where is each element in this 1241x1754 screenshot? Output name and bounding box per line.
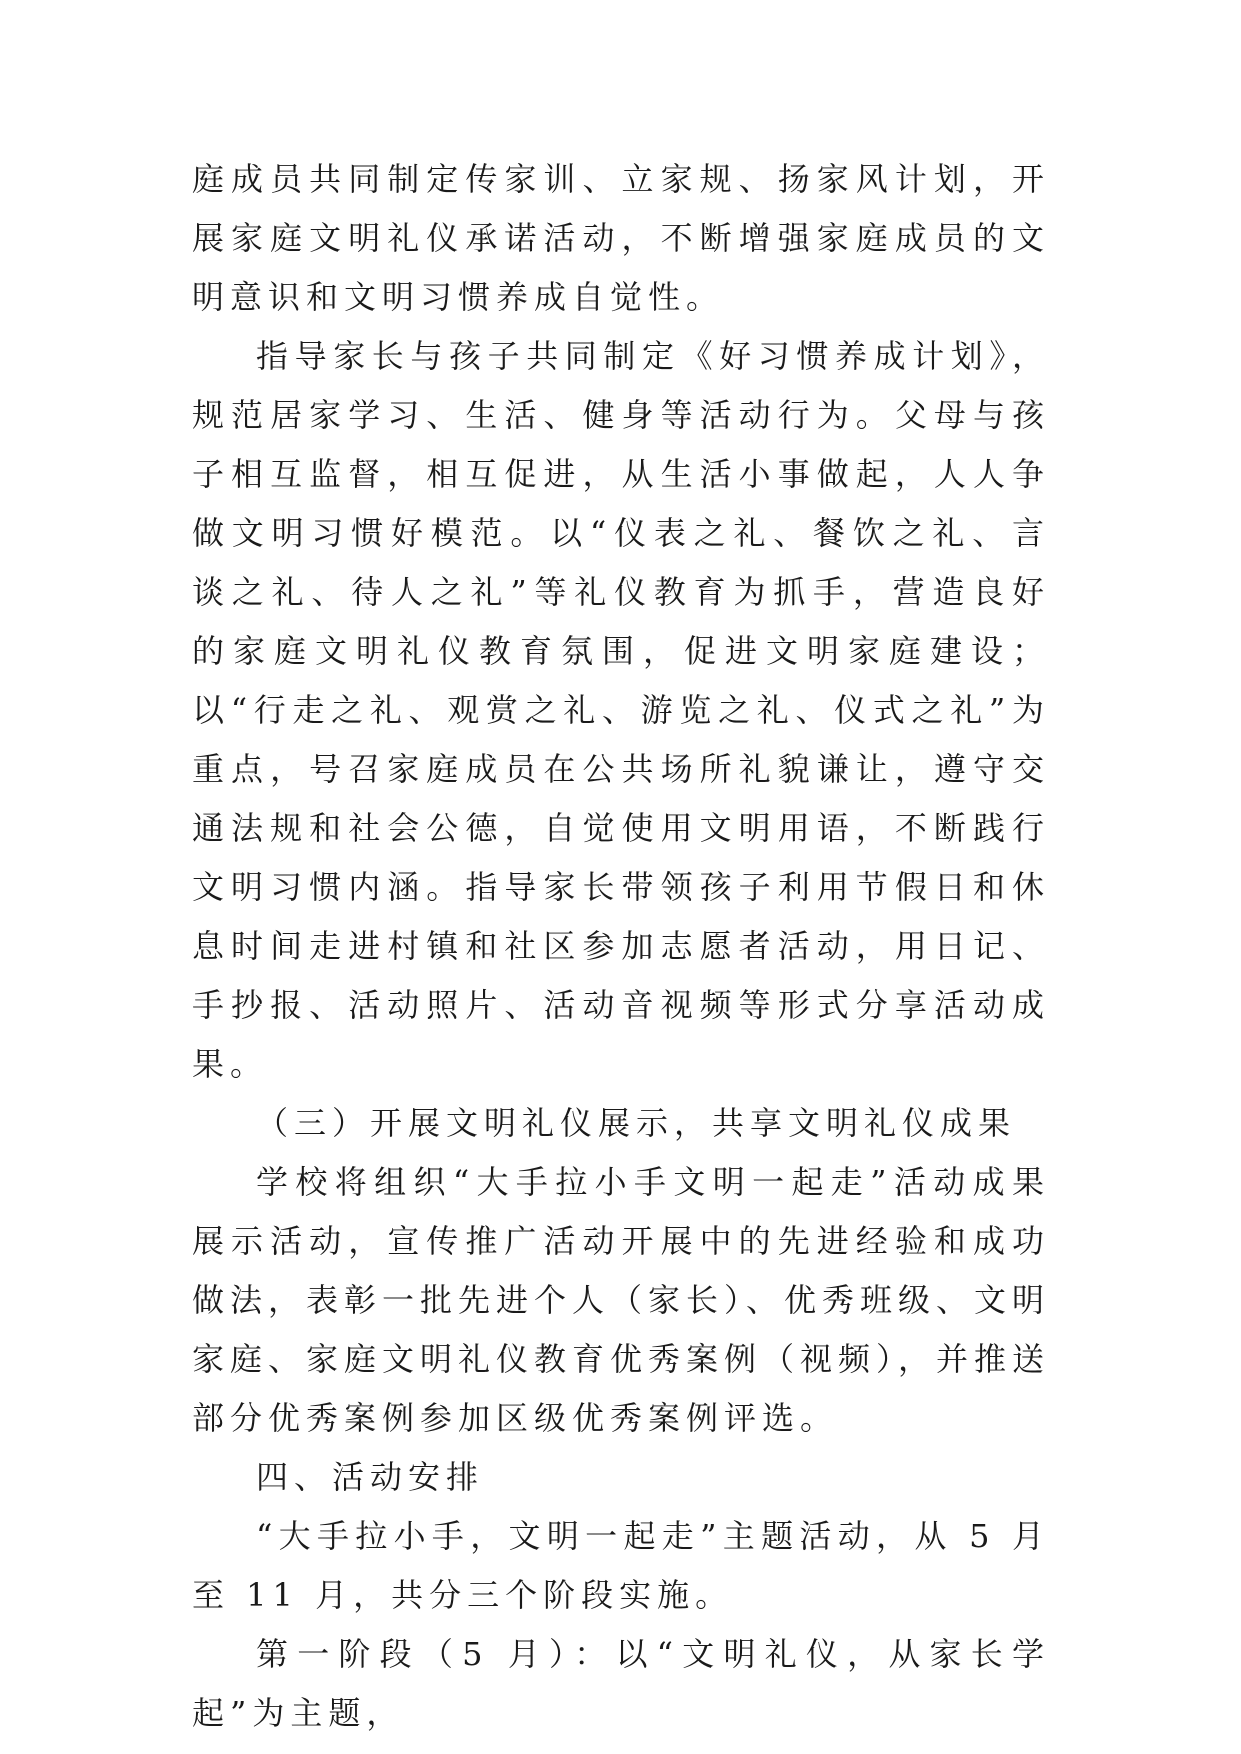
paragraph-showcase: 学校将组织“大手拉小手文明一起走”活动成果展示活动，宣传推广活动开展中的先进经验和成功做法，表彰一批先进个人（家长）、优秀班级、文明家庭、家庭文明礼仪教育优秀案例（视频），并推送部分优秀案例参加区级优秀案例评选。	[192, 1163, 1051, 1437]
paragraph-schedule: “大手拉小手，文明一起走”主题活动，从 5 月至 11 月，共分三个阶段实施。	[192, 1517, 1050, 1614]
paragraph-good-habits: 指导家长与孩子共同制定《好习惯养成计划》，规范居家学习、生活、健身等活动行为。父母与孩子相互监督，相互促进，从生活小事做起，人人争做文明习惯好模范。以“仪表之礼、餐饮之礼、言谈之礼、待人之礼”等礼仪教育为抓手，营造良好的家庭文明礼仪教育氛围，促进文明家庭建设；以“行走之礼、观赏之礼、游览之礼、仪式之礼”为重点，号召家庭成员在公共场所礼貌谦让，遵守交通法规和社会公德，自觉使用文明用语，不断践行文明习惯内涵。指导家长带领孩子利用节假日和休息时间走进村镇和社区参加志愿者活动，用日记、手抄报、活动照片、活动音视频等形式分享活动成果。	[192, 337, 1050, 1083]
section-heading-3: （三）开展文明礼仪展示，共享文明礼仪成果	[256, 1104, 1017, 1142]
paragraph-stage-one: 第一阶段（5 月）：以“文明礼仪，从家长学起”为主题，	[192, 1635, 1050, 1732]
paragraph-family-plan: 庭成员共同制定传家训、立家规、扬家风计划，开展家庭文明礼仪承诺活动，不断增强家庭成员的文明意识和文明习惯养成自觉性。	[192, 160, 1050, 316]
document-page	[192, 150, 1050, 1743]
section-heading-4: 四、活动安排	[256, 1458, 485, 1496]
